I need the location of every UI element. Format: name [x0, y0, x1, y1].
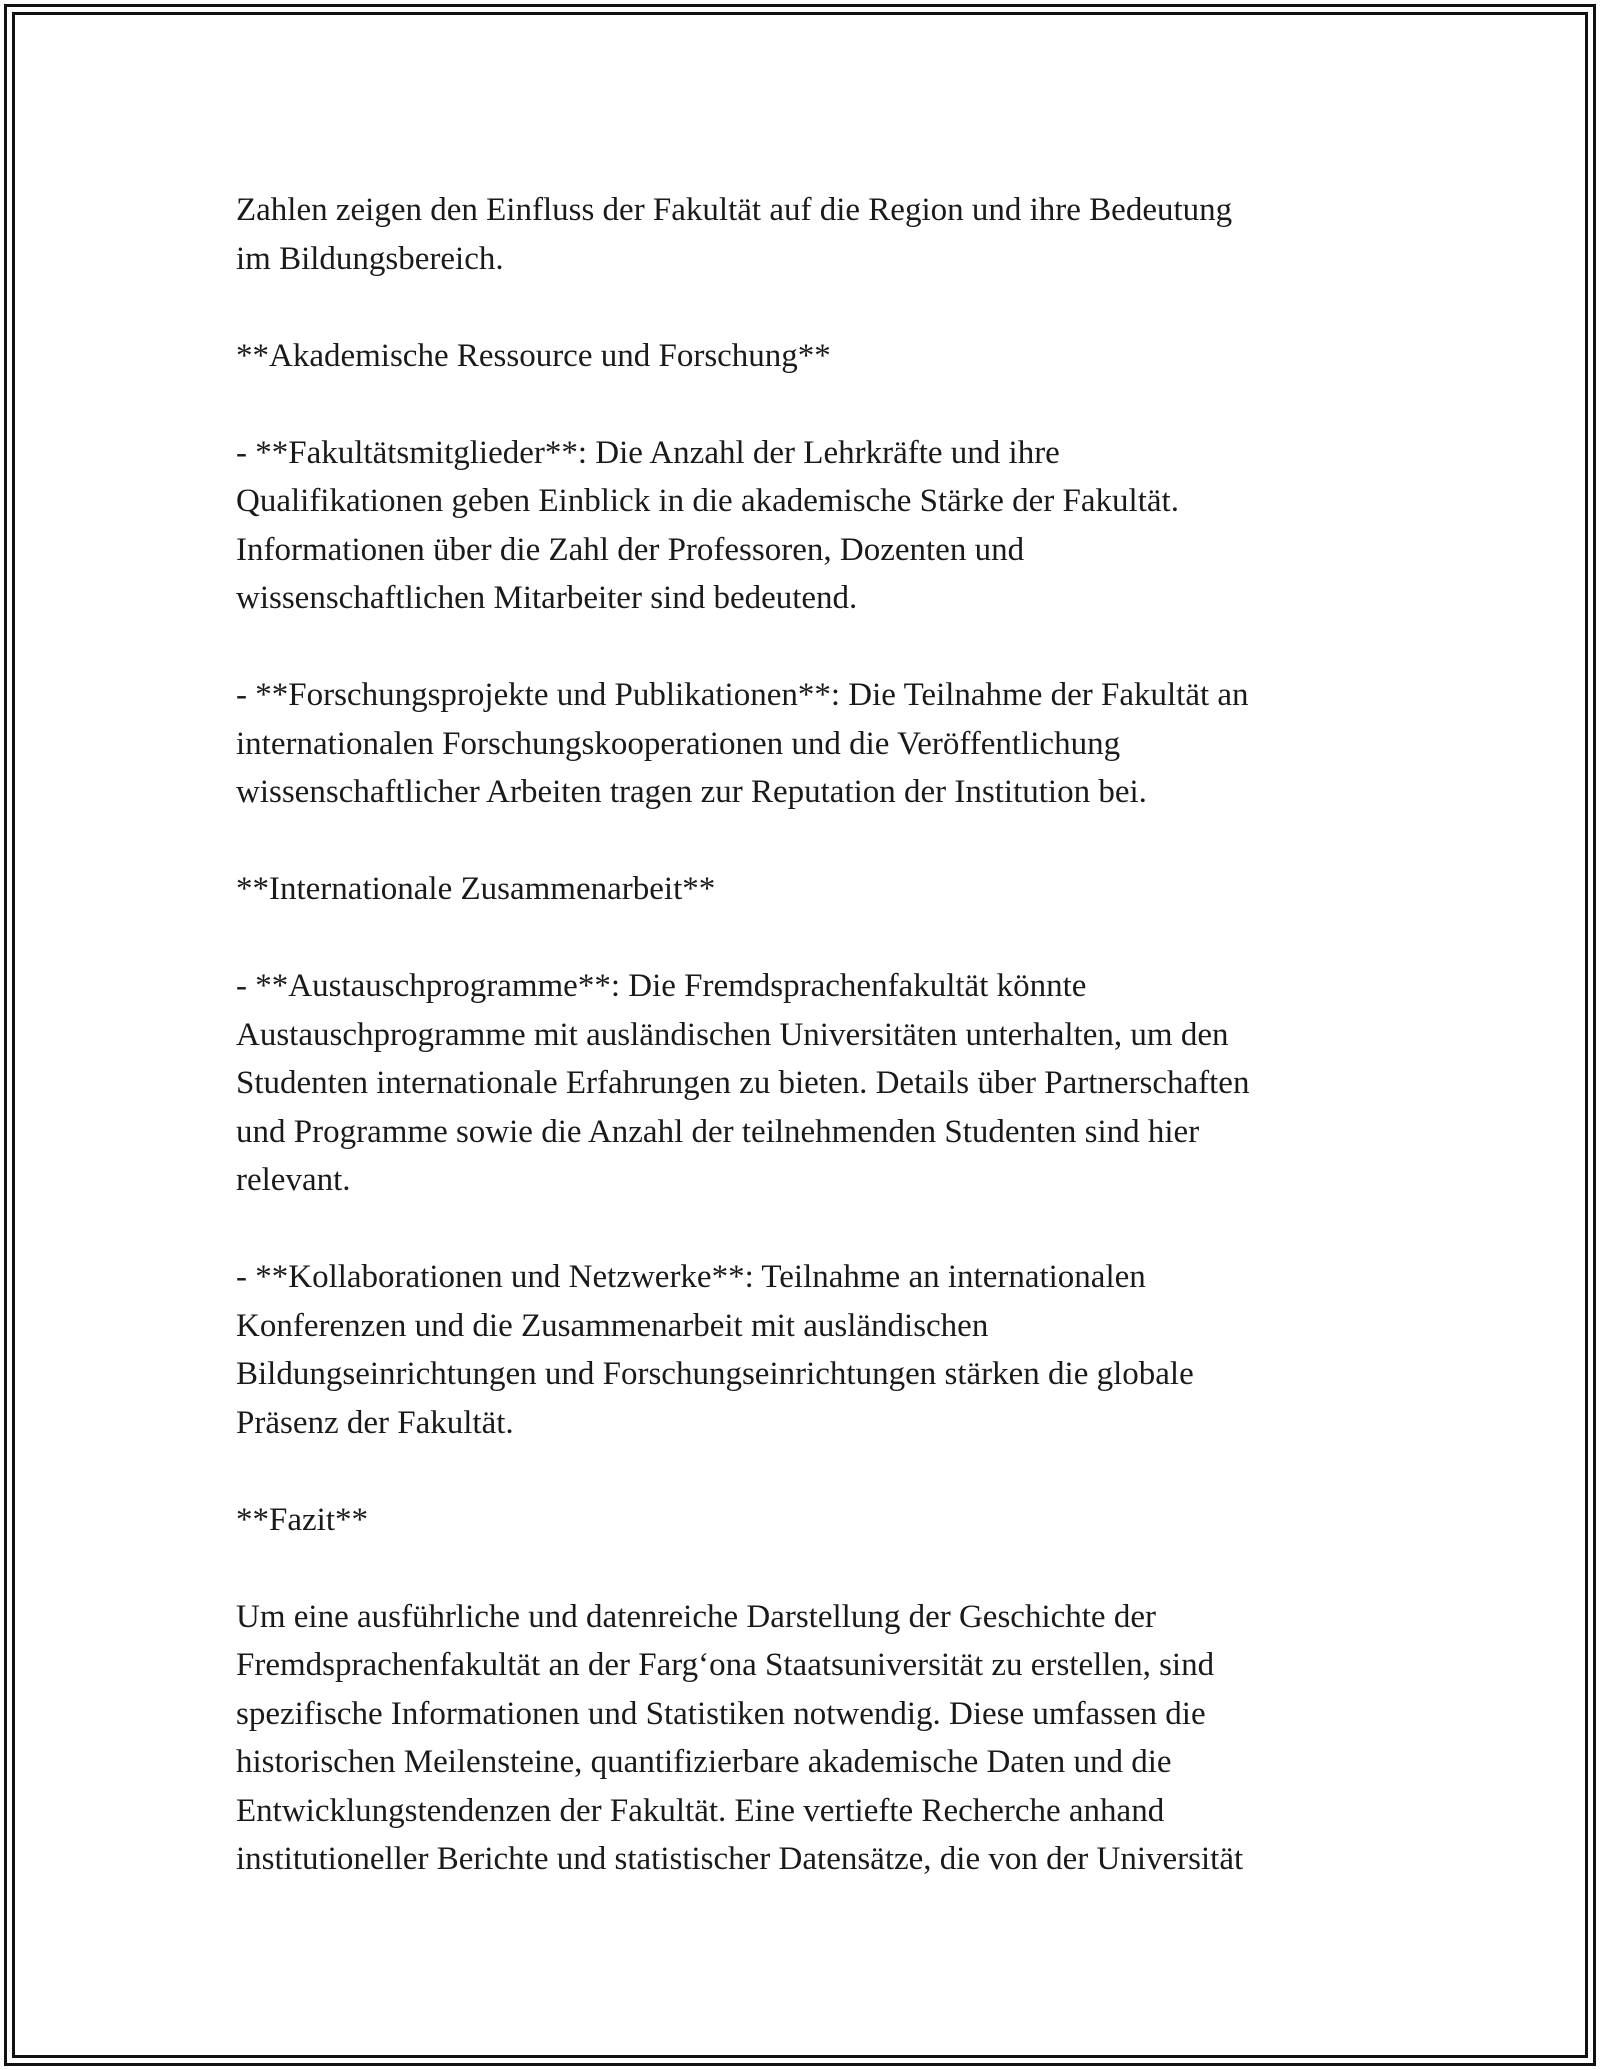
text-line: Bildungseinrichtungen und Forschungseinrichtungen stärken die globale [236, 1356, 1194, 1392]
document-body [236, 186, 1386, 1884]
text-line: wissenschaftlicher Arbeiten tragen zur Reputation der Institution bei. [236, 774, 1147, 810]
paragraph-intro [236, 186, 1386, 283]
text-line: spezifische Informationen und Statistiken notwendig. Diese umfassen die [236, 1695, 1206, 1732]
bullet-forschungsprojekte [236, 671, 1386, 817]
text-line: institutioneller Berichte und statistischer Datensätze, die von der Universität [236, 1841, 1244, 1877]
text-line: - **Austauschprogramme**: Die Fremdsprachenfakultät könnte [236, 968, 1087, 1004]
text-line: Um eine ausführliche und datenreiche Darstellung der Geschichte der [236, 1598, 1156, 1635]
text-line: internationalen Forschungskooperationen und die Veröffentlichung [236, 725, 1121, 762]
section-heading-international [236, 865, 1386, 914]
bullet-kollaborationen [236, 1253, 1386, 1447]
bullet-austauschprogramme [236, 962, 1386, 1205]
bullet-fakultaetsmitglieder [236, 429, 1386, 623]
text-line: Austauschprogramme mit ausländischen Universitäten unterhalten, um den [236, 1016, 1229, 1053]
text-line: Zahlen zeigen den Einfluss der Fakultät auf die Region und ihre Bedeutung [236, 192, 1233, 228]
text-line: im Bildungsbereich. [236, 240, 504, 277]
section-heading-fazit [236, 1496, 1386, 1545]
text-line: - **Fakultätsmitglieder**: Die Anzahl der Lehrkräfte und ihre [236, 434, 1060, 471]
section-heading-akademische [236, 332, 1386, 381]
text-line: relevant. [236, 1162, 351, 1198]
text-line: - **Kollaborationen und Netzwerke**: Teilnahme an internationalen [236, 1259, 1146, 1295]
text-line: wissenschaftlichen Mitarbeiter sind bedeutend. [236, 580, 858, 616]
text-line: Qualifikationen geben Einblick in die akademische Stärke der Fakultät. [236, 483, 1179, 519]
text-line: Fremdsprachenfakultät an der Farg‘ona Staatsuniversität zu erstellen, sind [236, 1647, 1215, 1683]
text-line: Informationen über die Zahl der Professoren, Dozenten und [236, 531, 1025, 568]
heading-text: **Fazit** [236, 1501, 368, 1538]
text-line: Präsenz der Fakultät. [236, 1404, 514, 1441]
heading-text: **Internationale Zusammenarbeit** [236, 871, 716, 907]
text-line: Studenten internationale Erfahrungen zu bieten. Details über Partnerschaften [236, 1065, 1250, 1101]
paragraph-fazit [236, 1593, 1386, 1884]
text-line: und Programme sowie die Anzahl der teilnehmenden Studenten sind hier [236, 1113, 1200, 1150]
text-line: Entwicklungstendenzen der Fakultät. Eine vertiefte Recherche anhand [236, 1792, 1165, 1829]
text-line: historischen Meilensteine, quantifizierbare akademische Daten und die [236, 1744, 1172, 1780]
text-line: - **Forschungsprojekte und Publikationen**: Die Teilnahme der Fakultät an [236, 677, 1249, 713]
text-line: Konferenzen und die Zusammenarbeit mit ausländischen [236, 1307, 989, 1344]
heading-text: **Akademische Ressource und Forschung** [236, 337, 831, 374]
